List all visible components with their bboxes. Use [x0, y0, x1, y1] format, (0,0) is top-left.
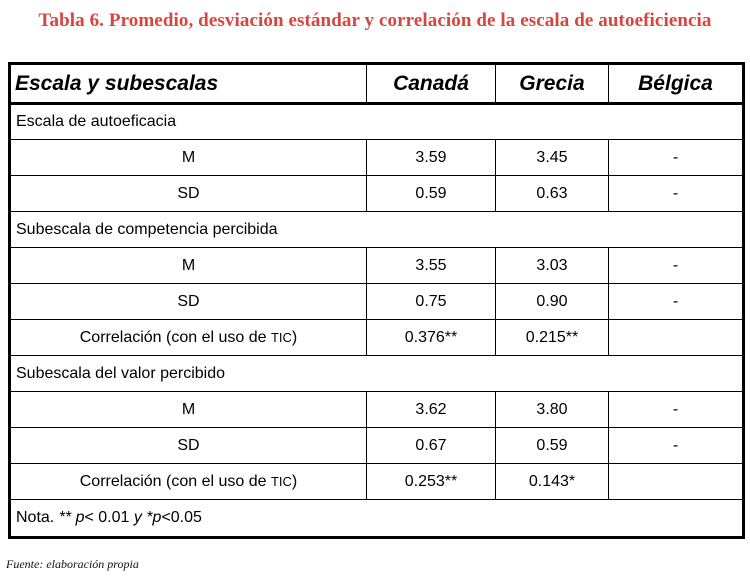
section-title: Escala de autoeficacia	[10, 104, 744, 140]
correlation-label	[10, 320, 367, 356]
nota-cond2: <0.05	[161, 509, 202, 526]
cell-canada: 0.67	[367, 428, 496, 464]
table-row	[10, 392, 744, 428]
label-suffix: )	[291, 328, 298, 346]
section-title: Subescala del valor percibido	[10, 356, 744, 392]
section-row	[10, 104, 744, 140]
nota-cond1: < 0.01	[84, 509, 134, 526]
header-grecia: Grecia	[496, 64, 609, 104]
row-label: SD	[10, 284, 367, 320]
label-prefix: Correlación (con el uso de	[79, 472, 271, 490]
correlation-label	[10, 464, 367, 500]
table-row	[10, 176, 744, 212]
cell-belgica	[609, 464, 744, 500]
nota-p1: p	[71, 509, 85, 526]
nota-p2: p	[152, 509, 162, 526]
cell-belgica: -	[609, 248, 744, 284]
cell-grecia: 0.63	[496, 176, 609, 212]
section-title: Subescala de competencia percibida	[10, 212, 744, 248]
cell-grecia: 0.215**	[496, 320, 609, 356]
cell-belgica: -	[609, 140, 744, 176]
cell-belgica	[609, 320, 744, 356]
header-escala: Escala y subescalas	[10, 64, 367, 104]
cell-canada: 0.253**	[367, 464, 496, 500]
nota-cell	[10, 500, 744, 538]
cell-canada: 0.75	[367, 284, 496, 320]
label-abbr: TIC	[270, 329, 292, 345]
cell-canada: 3.62	[367, 392, 496, 428]
label-abbr: TIC	[270, 473, 292, 489]
row-label: SD	[10, 176, 367, 212]
cell-grecia: 3.80	[496, 392, 609, 428]
nota-prefix: Nota.	[16, 509, 59, 526]
header-canada: Canadá	[367, 64, 496, 104]
data-table	[8, 62, 745, 539]
cell-belgica: -	[609, 176, 744, 212]
nota-stars2: *	[141, 509, 153, 526]
label-prefix: Correlación (con el uso de	[79, 328, 271, 346]
cell-grecia: 0.90	[496, 284, 609, 320]
cell-canada: 3.59	[367, 140, 496, 176]
table-row	[10, 140, 744, 176]
label-suffix: )	[291, 472, 298, 490]
nota-y: y	[133, 509, 142, 526]
nota-row	[10, 500, 744, 538]
nota-stars1: **	[58, 509, 72, 526]
cell-grecia: 3.45	[496, 140, 609, 176]
cell-grecia: 3.03	[496, 248, 609, 284]
source-note: Fuente: elaboración propia	[6, 557, 139, 571]
cell-canada: 0.59	[367, 176, 496, 212]
table-caption: Tabla 6. Promedio, desviación estándar y correlación de la escala de autoeficiencia	[38, 10, 712, 31]
cell-belgica: -	[609, 284, 744, 320]
table-row	[10, 284, 744, 320]
row-label: M	[10, 140, 367, 176]
header-belgica: Bélgica	[609, 64, 744, 104]
row-label: SD	[10, 428, 367, 464]
section-row	[10, 356, 744, 392]
row-label: M	[10, 248, 367, 284]
cell-canada: 0.376**	[367, 320, 496, 356]
section-row	[10, 212, 744, 248]
cell-grecia: 0.143*	[496, 464, 609, 500]
cell-belgica: -	[609, 392, 744, 428]
cell-belgica: -	[609, 428, 744, 464]
table-row	[10, 464, 744, 500]
table-row	[10, 320, 744, 356]
header-row	[10, 64, 744, 104]
row-label: M	[10, 392, 367, 428]
table-row	[10, 248, 744, 284]
cell-canada: 3.55	[367, 248, 496, 284]
cell-grecia: 0.59	[496, 428, 609, 464]
table-row	[10, 428, 744, 464]
